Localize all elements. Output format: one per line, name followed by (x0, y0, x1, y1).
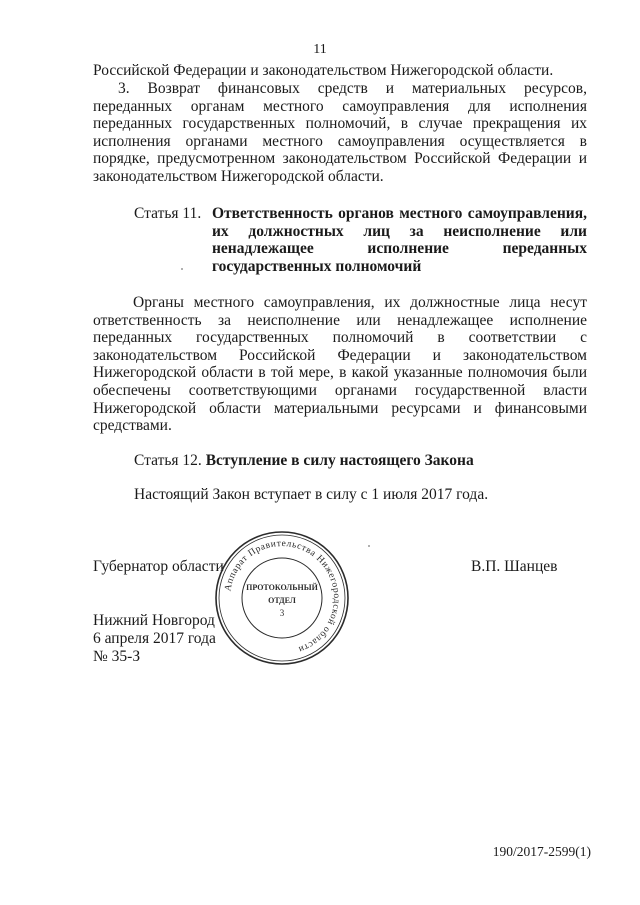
text-line: обеспечены соответствующими органами государственной власти (93, 381, 587, 399)
title-line: их должностных лиц за неисполнение или (212, 222, 587, 240)
text-line: Нижегородской области материальными ресурсами и финансовыми (93, 399, 587, 417)
text-line: исполнения органами местного самоуправления осуществляется в (93, 132, 587, 150)
text-line: переданных государственных полномочий, в случае прекращения их (93, 115, 587, 133)
title-line: государственных полномочий (212, 257, 422, 275)
law-number: № 35-З (93, 648, 141, 665)
article-11-title (212, 205, 587, 275)
governor-position: Губернатор области (93, 558, 224, 575)
article-11-label: Статья 11. (134, 205, 202, 222)
stamp-center-line-1: ПРОТОКОЛЬНЫЙ (246, 583, 318, 592)
stamp-ring-text: Аппарат Правительства Нижегородской области (223, 538, 342, 655)
official-stamp (212, 528, 352, 668)
scan-speck (181, 268, 183, 270)
text-line: средствами. (93, 417, 172, 435)
text-line: Нижегородской области в той мере, в какой указанные полномочия были (93, 364, 587, 382)
governor-name: В.П. Шанцев (471, 558, 558, 575)
article-11-body (93, 294, 587, 435)
paragraph-item-3 (93, 80, 587, 186)
article-12-heading (134, 452, 474, 470)
article-12-body: Настоящий Закон вступает в силу с 1 июля 2017 года. (134, 486, 489, 503)
text-line: законодательством Нижегородской области. (93, 167, 384, 185)
title-line: Ответственность органов местного самоуправления, (212, 205, 587, 222)
title-line: ненадлежащее исполнение переданных (212, 240, 587, 258)
text-line: ответственность за неисполнение или ненадлежащее исполнение (93, 311, 587, 329)
scan-speck (368, 545, 370, 547)
text-line: переданных государственных полномочий в соответствии с (93, 329, 587, 347)
text-line: Органы местного самоуправления, их должностные лица несут (133, 294, 587, 311)
article-12-title: Вступление в силу настоящего Закона (205, 452, 474, 469)
article-12-label: Статья 12. (134, 452, 202, 469)
stamp-center-line-3: 3 (279, 608, 285, 618)
paragraph-continuation (93, 62, 587, 80)
text-line: порядке, предусмотренном законодательством Российской Федерации и (93, 150, 587, 168)
text-line: законодательством Российской Федерации и законодательством (93, 346, 587, 364)
stamp-center-line-2: ОТДЕЛ (268, 596, 296, 605)
place-of-signing: Нижний Новгород (93, 612, 215, 629)
text-line: 3. Возврат финансовых средств и материальных ресурсов, (118, 80, 587, 97)
document-code: 190/2017-2599(1) (492, 844, 591, 859)
text-line: Российской Федерации и законодательством Нижегородской области. (93, 62, 554, 79)
signing-date: 6 апреля 2017 года (93, 630, 216, 647)
page-number: 11 (313, 42, 327, 57)
text-line: переданных органам местного самоуправления для исполнения (93, 97, 587, 115)
